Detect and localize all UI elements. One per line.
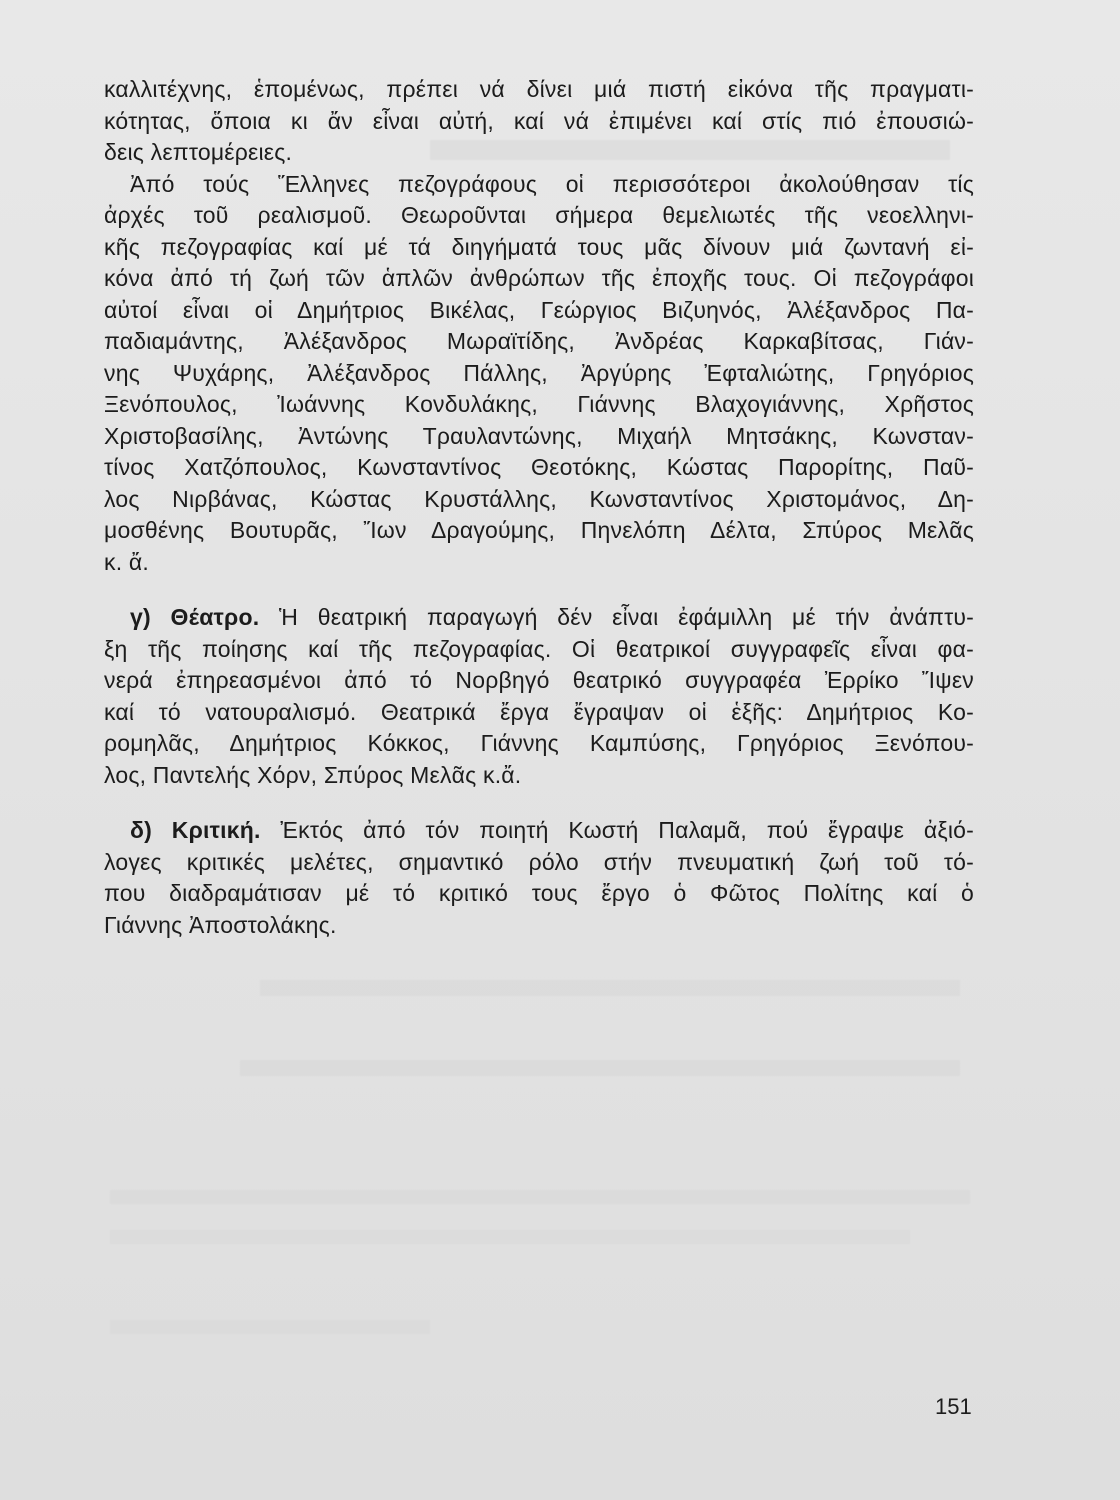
- text-line: Ξενόπουλος, Ἰωάννης Κονδυλάκης, Γιάννης Βλαχογιάννης, Χρῆστος: [104, 391, 974, 417]
- text-line: ρομηλᾶς, Δημήτριος Κόκκος, Γιάννης Καμπύσης, Γρηγόριος Ξενόπου-: [104, 730, 974, 756]
- paragraph: [104, 602, 974, 791]
- bleed-through-shadow: [110, 1190, 970, 1204]
- paragraph: [104, 74, 974, 169]
- text-line: τίνος Χατζόπουλος, Κωνσταντίνος Θεοτόκης, Κώστας Παρορίτης, Παῦ-: [104, 454, 974, 480]
- text-line: [104, 602, 974, 634]
- paragraph: [104, 169, 974, 579]
- text-line: αὐτοί εἶναι οἱ Δημήτριος Βικέλας, Γεώργιος Βιζυηνός, Ἀλέξανδρος Πα-: [104, 296, 974, 323]
- bleed-through-shadow: [110, 1230, 910, 1244]
- text-span: Ἐκτός ἀπό τόν ποιητή Κωστή Παλαμᾶ, πού ἔγραψε ἀξιό-: [280, 817, 974, 843]
- text-span: Ἡ θεατρική παραγωγή δέν εἶναι ἐφάμιλλη μέ τήν ἀνάπτυ-: [279, 604, 974, 630]
- text-line: λογες κριτικές μελέτες, σημαντικό ρόλο στήν πνευματική ζωή τοῦ τό-: [104, 848, 974, 875]
- page-number: 151: [935, 1394, 972, 1419]
- text-line: κ. ἄ.: [104, 548, 149, 575]
- text-line: κῆς πεζογραφίας καί μέ τά διηγήματά τους μᾶς δίνουν μιά ζωντανή εἰ-: [104, 233, 974, 260]
- paragraph-gap: [104, 578, 974, 602]
- text-line: ξη τῆς ποίησης καί τῆς πεζογραφίας. Οἱ θεατρικοί συγγραφεῖς εἶναι φα-: [104, 635, 974, 662]
- bleed-through-shadow: [110, 1320, 430, 1334]
- bleed-through-shadow: [240, 1060, 960, 1076]
- text-line: κότητας, ὅποια κι ἄν εἶναι αὐτή, καί νά ἐπιμένει καί στίς πιό ἐπουσιώ-: [104, 107, 974, 134]
- body-text: [104, 74, 974, 941]
- text-line: νης Ψυχάρης, Ἀλέξανδρος Πάλλης, Ἀργύρης Ἐφταλιώτης, Γρηγόριος: [104, 359, 974, 386]
- text-line: που διαδραμάτισαν μέ τό κριτικό τους ἔργο ὁ Φῶτος Πολίτης καί ὁ: [104, 880, 974, 906]
- text-line: δεις λεπτομέρειες.: [104, 139, 293, 165]
- text-line: νερά ἐπηρεασμένοι ἀπό τό Νορβηγό θεατρικό συγγραφέα Ἐρρίκο Ἴψεν: [104, 667, 974, 693]
- text-line: Ἀπό τούς Ἕλληνες πεζογράφους οἱ περισσότεροι ἀκολούθησαν τίς: [130, 170, 974, 197]
- paragraph: [104, 815, 974, 941]
- text-line: παδιαμάντης, Ἀλέξανδρος Μωραϊτίδης, Ἀνδρέας Καρκαβίτσας, Γιάν-: [104, 328, 974, 354]
- text-line: [104, 815, 974, 847]
- text-line: Γιάννης Ἀποστολάκης.: [104, 911, 337, 938]
- text-line: καί τό νατουραλισμό. Θεατρικά ἔργα ἔγραψαν οἱ ἑξῆς: Δημήτριος Κο-: [104, 698, 974, 725]
- text-line: ἀρχές τοῦ ρεαλισμοῦ. Θεωροῦνται σήμερα θεμελιωτές τῆς νεοελληνι-: [104, 202, 974, 228]
- text-line: λος Νιρβάνας, Κώστας Κρυστάλλης, Κωνσταντίνος Χριστομάνος, Δη-: [104, 485, 974, 512]
- section-heading-criticism: δ) Κριτική.: [130, 817, 261, 843]
- paragraph-gap: [104, 791, 974, 815]
- text-line: Χριστοβασίλης, Ἀντώνης Τραυλαντώνης, Μιχαήλ Μητσάκης, Κωνσταν-: [104, 422, 974, 449]
- bleed-through-shadow: [260, 980, 960, 996]
- text-line: κόνα ἀπό τή ζωή τῶν ἁπλῶν ἀνθρώπων τῆς ἐποχῆς τους. Οἱ πεζογράφοι: [104, 265, 974, 291]
- section-heading-theatre: γ) Θέατρο.: [130, 604, 260, 630]
- text-line: καλλιτέχνης, ἑπομένως, πρέπει νά δίνει μιά πιστή εἰκόνα τῆς πραγματι-: [104, 76, 974, 102]
- text-line: μοσθένης Βουτυρᾶς, Ἴων Δραγούμης, Πηνελόπη Δέλτα, Σπύρος Μελᾶς: [104, 517, 974, 543]
- text-line: λος, Παντελής Χόρν, Σπύρος Μελᾶς κ.ἄ.: [104, 761, 522, 788]
